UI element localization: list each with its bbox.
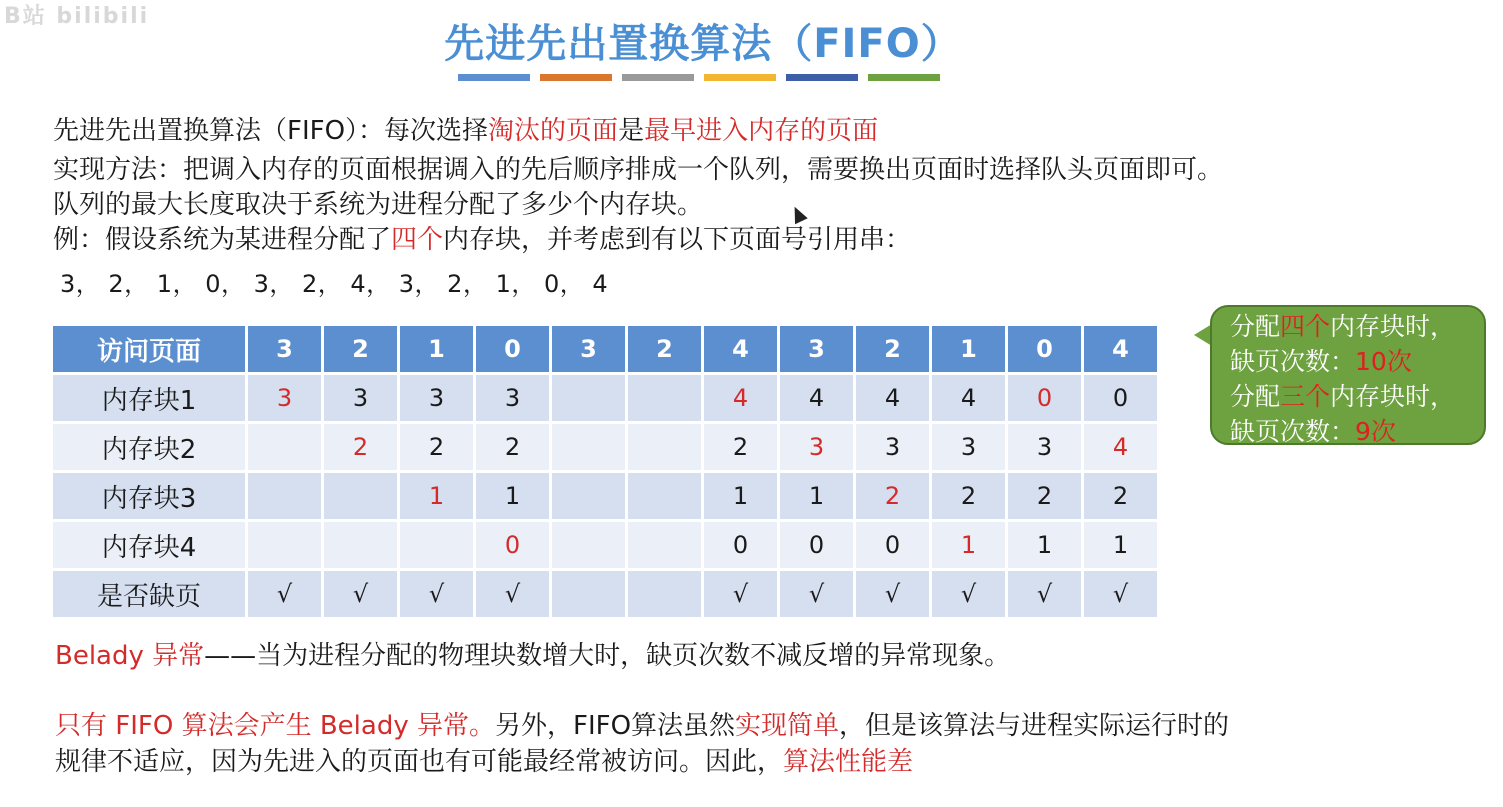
table-cell [551, 423, 627, 472]
table-cell: 2 [1083, 472, 1159, 521]
table-cell: √ [247, 570, 323, 619]
table-cell [551, 374, 627, 423]
table-cell: 3 [475, 374, 551, 423]
table-cell: 3 [323, 374, 399, 423]
table-cell: 3 [399, 374, 475, 423]
table-cell: 0 [855, 521, 931, 570]
table-cell [247, 423, 323, 472]
intro-line-1: 先进先出置换算法（FIFO）：每次选择淘汰的页面是最早进入内存的页面 [53, 116, 879, 146]
table-cell [627, 472, 703, 521]
header-page-cell: 3 [247, 325, 323, 374]
table-cell: 4 [931, 374, 1007, 423]
callout-line-1: 分配四个内存块时， [1230, 312, 1456, 341]
intro-line-2: 实现方法：把调入内存的页面根据调入的先后顺序排成一个队列，需要换出页面时选择队头页面即可。 [53, 155, 1224, 185]
row-label: 内存块3 [52, 472, 247, 521]
table-cell [627, 570, 703, 619]
table-cell: 4 [855, 374, 931, 423]
header-label: 访问页面 [52, 325, 247, 374]
belady-definition: Belady 异常——当为进程分配的物理块数增大时，缺页次数不减反增的异常现象。 [55, 641, 1011, 671]
table-cell [323, 472, 399, 521]
intro-line-3: 队列的最大长度取决于系统为进程分配了多少个内存块。 [53, 190, 704, 220]
table-cell: 0 [475, 521, 551, 570]
conclusion-line-2: 规律不适应，因为先进入的页面也有可能最经常被访问。因此，算法性能差 [55, 747, 914, 777]
table-cell: √ [399, 570, 475, 619]
table-row [52, 570, 1159, 619]
table-cell: 3 [855, 423, 931, 472]
table-cell: 1 [931, 521, 1007, 570]
table-cell: 1 [779, 472, 855, 521]
table-cell: √ [931, 570, 1007, 619]
table-cell: √ [475, 570, 551, 619]
table-cell: √ [323, 570, 399, 619]
header-page-cell: 4 [703, 325, 779, 374]
fault-count-callout [1210, 305, 1486, 445]
header-page-cell: 1 [399, 325, 475, 374]
title-underline-segment [868, 74, 940, 81]
table-cell: √ [1083, 570, 1159, 619]
header-page-cell: 1 [931, 325, 1007, 374]
page-title: 先进先出置换算法（FIFO） [444, 21, 962, 67]
table-cell: √ [855, 570, 931, 619]
table-cell: √ [1007, 570, 1083, 619]
table-header-row [52, 325, 1159, 374]
header-page-cell: 3 [551, 325, 627, 374]
header-page-cell: 0 [475, 325, 551, 374]
intro-line-4: 例：假设系统为某进程分配了四个内存块，并考虑到有以下页面号引用串： [53, 225, 912, 255]
table-cell: 0 [1007, 374, 1083, 423]
callout-line-2: 缺页次数：10次 [1230, 347, 1412, 376]
table-row [52, 423, 1159, 472]
table-cell: 4 [1083, 423, 1159, 472]
header-page-cell: 2 [323, 325, 399, 374]
table-cell: 3 [931, 423, 1007, 472]
table-cell [399, 521, 475, 570]
table-cell [551, 472, 627, 521]
table-cell: 0 [1083, 374, 1159, 423]
fifo-table [50, 323, 1160, 620]
table-cell [551, 570, 627, 619]
table-cell: 2 [855, 472, 931, 521]
watermark: B站 bilibili [4, 4, 150, 29]
title-underline-segment [786, 74, 858, 81]
table-cell: √ [703, 570, 779, 619]
callout-line-3: 分配三个内存块时， [1230, 382, 1456, 411]
table-cell: 1 [1083, 521, 1159, 570]
row-label: 内存块4 [52, 521, 247, 570]
table-cell [323, 521, 399, 570]
table-cell: 1 [475, 472, 551, 521]
header-page-cell: 3 [779, 325, 855, 374]
table-cell: 0 [703, 521, 779, 570]
table-cell: √ [779, 570, 855, 619]
table-cell: 2 [399, 423, 475, 472]
table-cell: 2 [931, 472, 1007, 521]
table-cell: 4 [779, 374, 855, 423]
table-row [52, 374, 1159, 423]
table-cell: 1 [399, 472, 475, 521]
table-cell: 1 [1007, 521, 1083, 570]
callout-line-4: 缺页次数：9次 [1230, 417, 1396, 446]
table-cell: 2 [475, 423, 551, 472]
header-page-cell: 4 [1083, 325, 1159, 374]
conclusion-line-1: 只有 FIFO 算法会产生 Belady 异常。另外，FIFO算法虽然实现简单，但是该算法与进程实际运行时的 [55, 711, 1230, 741]
table-cell [627, 521, 703, 570]
table-cell [247, 472, 323, 521]
table-cell: 3 [1007, 423, 1083, 472]
reference-string: 3， 2， 1， 0， 3， 2， 4， 3， 2， 1， 0， 4 [60, 270, 609, 298]
table-cell [551, 521, 627, 570]
title-underline-bar [458, 74, 940, 81]
table-cell: 2 [323, 423, 399, 472]
header-page-cell: 2 [855, 325, 931, 374]
table-cell: 1 [703, 472, 779, 521]
header-page-cell: 0 [1007, 325, 1083, 374]
table-cell [627, 374, 703, 423]
title-underline-segment [704, 74, 776, 81]
table-cell: 4 [703, 374, 779, 423]
header-page-cell: 2 [627, 325, 703, 374]
table-cell: 0 [779, 521, 855, 570]
table-cell: 3 [247, 374, 323, 423]
row-label: 内存块1 [52, 374, 247, 423]
title-underline-segment [622, 74, 694, 81]
title-underline-segment [540, 74, 612, 81]
table-cell: 2 [703, 423, 779, 472]
table-cell: 2 [1007, 472, 1083, 521]
table-row [52, 472, 1159, 521]
row-label: 是否缺页 [52, 570, 247, 619]
table-cell: 3 [779, 423, 855, 472]
table-cell [247, 521, 323, 570]
table-cell [627, 423, 703, 472]
title-underline-segment [458, 74, 530, 81]
row-label: 内存块2 [52, 423, 247, 472]
table-row [52, 521, 1159, 570]
